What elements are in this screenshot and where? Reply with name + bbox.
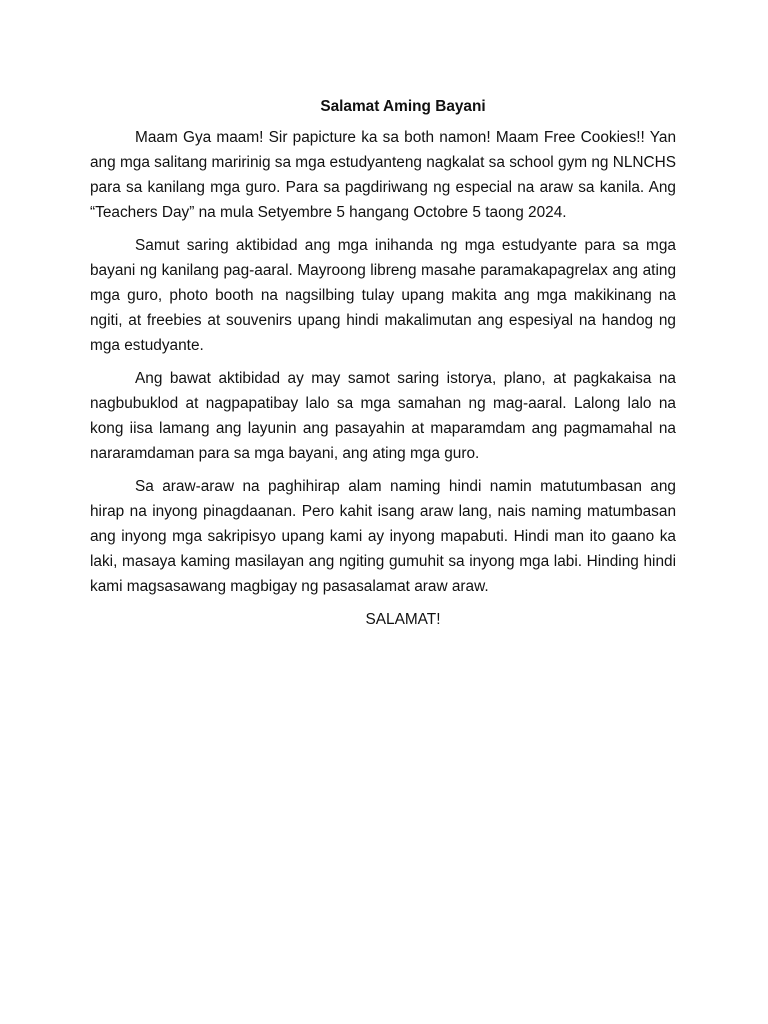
document-body [90,94,676,632]
paragraph-1: Maam Gya maam! Sir papicture ka sa both namon! Maam Free Cookies!! Yan ang mga salitang maririnig sa mga estudyanteng nagkalat sa school gym ng NLNCHS para sa kanilang mga guro. Para sa pagdiriwang ng especial na araw sa kanila. Ang “Teachers Day” na mula Setyembre 5 hangang Octobre 5 taong 2024. [90,129,677,221]
closing-line: SALAMAT! [365,611,441,628]
paragraph-4: Sa araw-araw na paghihirap alam naming hindi namin matutumbasan ang hirap na inyong pinagdaanan. Pero kahit isang araw lang, nais naming matumbasan ang inyong mga sakripisyo upang kami ay inyong mapabuti. Hindi man ito gaano ka laki, masaya kaming masilayan ang ngiting gumuhit sa inyong mga labi. Hinding hindi kami magsasawang magbigay ng pasasalamat araw araw. [90,478,676,595]
paragraph-3: Ang bawat aktibidad ay may samot saring istorya, plano, at pagkakaisa na nagbubuklod at nagpapatibay lalo sa mga samahan ng mag-aaral. Lalong lalo na kong iisa lamang ang layunin ang pasayahin at maparamdam ang pagmamahal na nararamdaman para sa mga bayani, ang ating mga guro. [90,370,676,462]
document-title: Salamat Aming Bayani [320,98,486,115]
paragraph-2: Samut saring aktibidad ang mga inihanda ng mga estudyante para sa mga bayani ng kanilang pag-aaral. Mayroong libreng masahe paramakapagrelax ang ating mga guro, photo booth na nagsilbing tulay upang makita ang mga makikinang na ngiti, at freebies at souvenirs upang hindi makalimutan ang espesiyal na handog ng mga estudyante. [90,237,676,354]
